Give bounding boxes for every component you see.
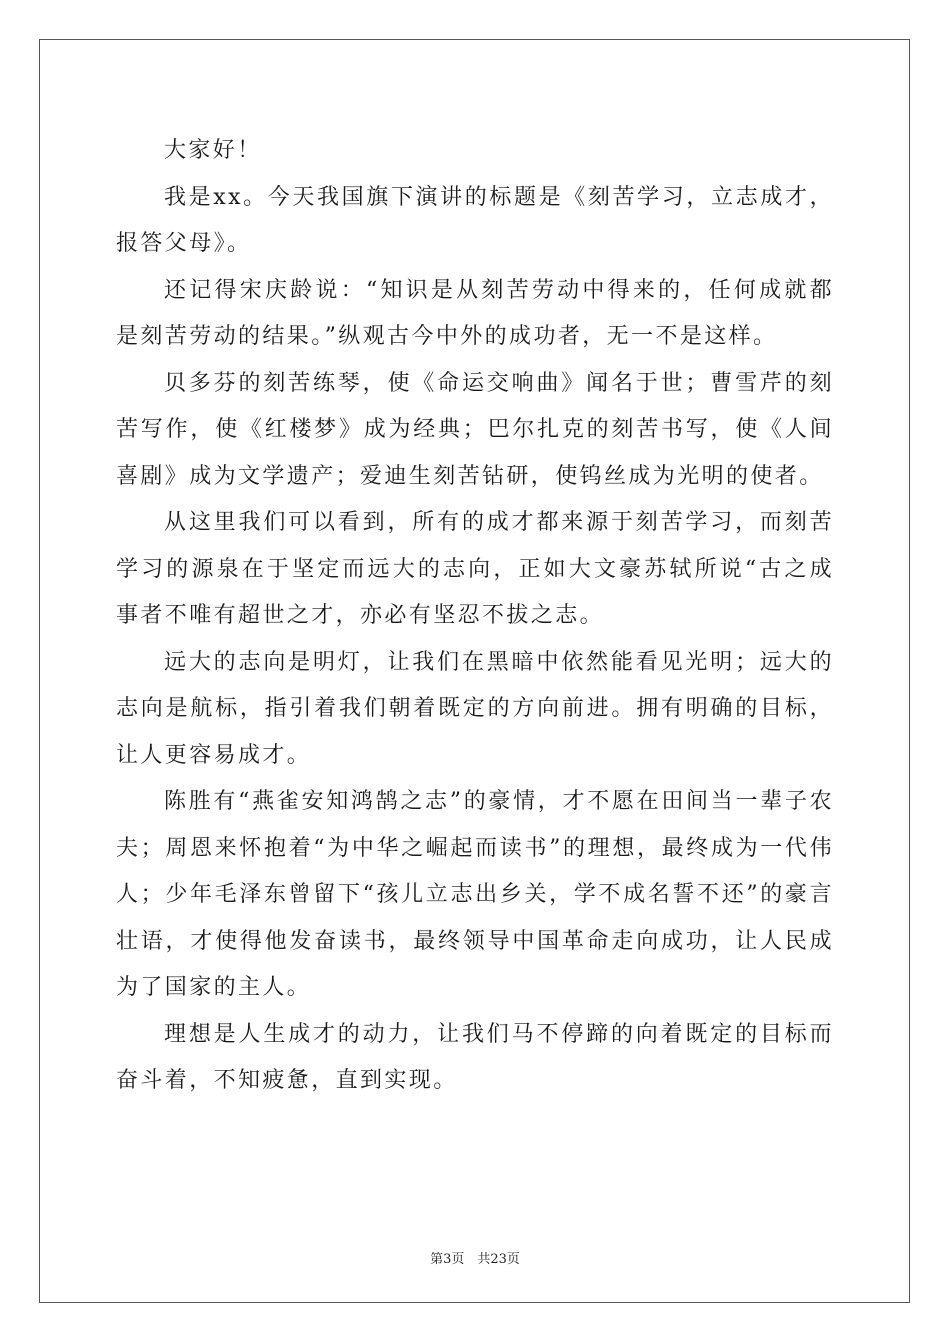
paragraph-figures: 陈胜有“燕雀安知鸿鹄之志”的豪情，才不愿在田间当一辈子农夫；周恩来怀抱着“为中华之崛起而读书”的理想，最终成为一代伟人；少年毛泽东曾留下“孩儿立志出乡关，学不成名誓不还”的豪言壮语，才使得他发奋读书，最终领导中国革命走向成功，让人民成为了国家的主人。 <box>116 789 834 1000</box>
page-number-footer: 第3页 共23页 <box>430 1252 520 1267</box>
paragraph-quote: 还记得宋庆龄说：“知识是从刻苦劳动中得来的，任何成就都是刻苦劳动的结果。”纵观古今中外的成功者，无一不是这样。 <box>116 277 834 349</box>
paragraph-source: 从这里我们可以看到，所有的成才都来源于刻苦学习，而刻苦学习的源泉在于坚定而远大的志向，正如大文豪苏轼所说“古之成事者不唯有超世之才，亦必有坚忍不拔之志。 <box>116 510 834 628</box>
paragraph-greeting: 大家好！ <box>164 138 262 163</box>
paragraph-intro: 我是xx。今天我国旗下演讲的标题是《刻苦学习，立志成才，报答父母》。 <box>116 184 834 256</box>
paragraph-examples: 贝多芬的刻苦练琴，使《命运交响曲》闻名于世；曹雪芹的刻苦写作，使《红楼梦》成为经典；巴尔扎克的刻苦书写，使《人间喜剧》成为文学遗产；爱迪生刻苦钻研，使钨丝成为光明的使者。 <box>116 370 834 489</box>
paragraph-conclusion: 理想是人生成才的动力，让我们马不停蹄的向着既定的目标而奋斗着，不知疲惫，直到实现。 <box>116 1021 834 1093</box>
document-body <box>116 128 834 1105</box>
paragraph-ambition: 远大的志向是明灯，让我们在黑暗中依然能看见光明；远大的志向是航标，指引着我们朝着既定的方向前进。拥有明确的目标，让人更容易成才。 <box>116 649 834 768</box>
